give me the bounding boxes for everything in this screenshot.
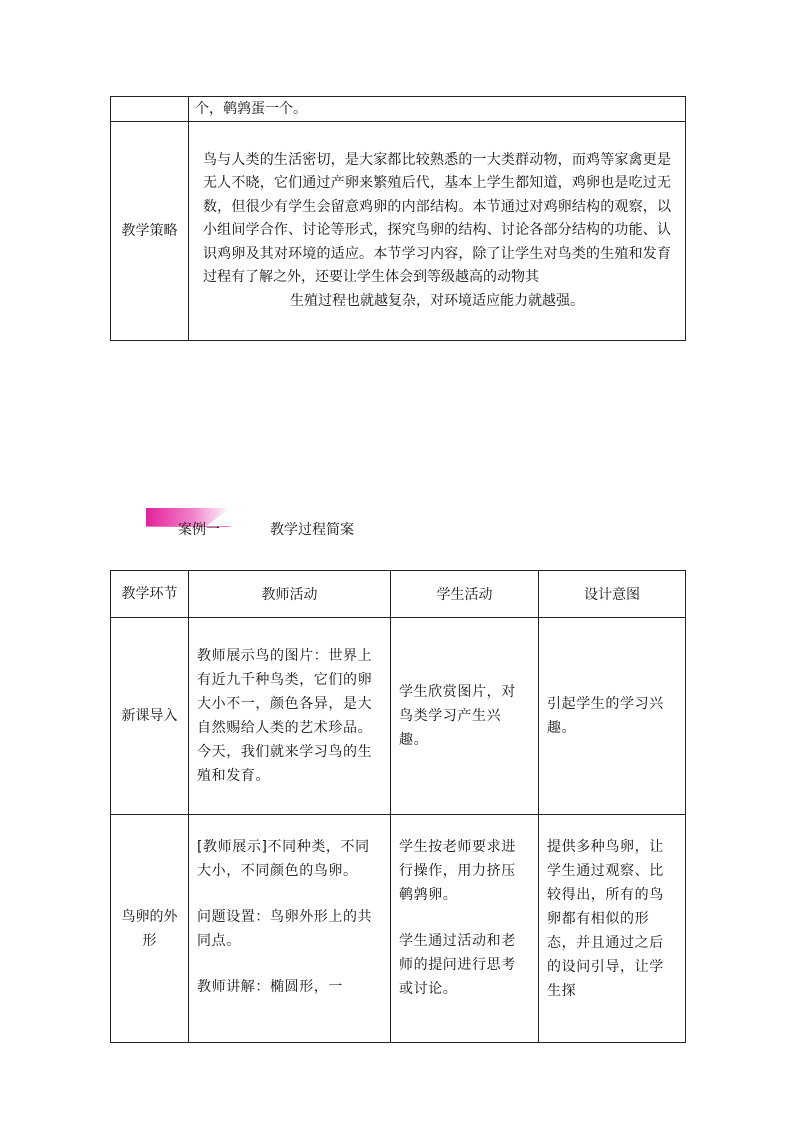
process-table (110, 570, 686, 1043)
stage-cell: 新课导入 (111, 618, 189, 815)
continuation-text: 个，鹌鹑蛋一个。 (189, 97, 686, 122)
strategy-text-cell (189, 122, 686, 341)
strategy-text: 鸟与人类的生活密切，是大家都比较熟悉的一大类群动物，而鸡等家禽更是无人不晓，它们通过产卵来繁殖后代，基本上学生都知道，鸡卵也是吃过无数，但很少有学生会留意鸡卵的内部结构。本节通过对鸡卵结构的观察，以小组间学合作、讨论等形式，探究鸟卵的结构、讨论各部分结构的功能、认识鸡卵及其对环境的适应。本节学习内容，除了让学生对鸟类的生殖和发育过程有了解之外，还要让学生体会到等级越高的动物其 (203, 151, 671, 286)
student-activity-cell (391, 815, 539, 1043)
teacher-activity-cell (189, 618, 391, 815)
header-stage: 教学环节 (111, 571, 189, 618)
teacher-activity-text: 问题设置：鸟卵外形上的共同点。 (197, 909, 373, 949)
table-row (111, 815, 686, 1043)
table-row (111, 618, 686, 815)
teacher-activity-text: 教师展示鸟的图片：世界上有近九千种鸟类，它们的卵大小不一，颜色各异，是大自然赐给人类的艺术珍品。今天，我们就来学习鸟的生殖和发育。 (197, 648, 373, 784)
strategy-label: 教学策略 (111, 122, 189, 341)
student-activity-cell (391, 618, 539, 815)
teacher-activity-text: [教师展示]不同种类，不同大小，不同颜色的鸟卵。 (197, 839, 370, 879)
empty-label-cell (111, 97, 189, 122)
header-student: 学生活动 (391, 571, 539, 618)
continuation-row (111, 97, 686, 122)
student-activity-text: 学生欣赏图片，对鸟类学习产生兴趣。 (399, 684, 516, 748)
strategy-row (111, 122, 686, 341)
case-label: 案例一 (178, 522, 220, 538)
strategy-table (110, 96, 686, 341)
stage-cell: 鸟卵的外形 (111, 815, 189, 1043)
design-intent-text: 提供多种鸟卵，让学生通过观察、比较得出，所有的鸟卵都有相似的形态，并且通过之后的设问引导，让学生探 (547, 839, 664, 999)
student-activity-text: 学生按老师要求进行操作，用力挤压鹌鹑卵。 (399, 839, 516, 903)
design-intent-text: 引起学生的学习兴趣。 (547, 696, 664, 736)
design-intent-cell (539, 815, 686, 1043)
section-title: 教学过程简案 (270, 522, 354, 538)
header-teacher: 教师活动 (189, 571, 391, 618)
strategy-text-last: 生殖过程也就越复杂，对环境适应能力就越强。 (290, 292, 584, 309)
header-intent: 设计意图 (539, 571, 686, 618)
teacher-activity-text: 教师讲解：椭圆形，一 (197, 979, 343, 995)
student-activity-text: 学生通过活动和老师的提问进行思考或讨论。 (399, 933, 516, 997)
design-intent-cell (539, 618, 686, 815)
teacher-activity-cell (189, 815, 391, 1043)
process-header-row (111, 571, 686, 618)
section-header (146, 508, 446, 538)
